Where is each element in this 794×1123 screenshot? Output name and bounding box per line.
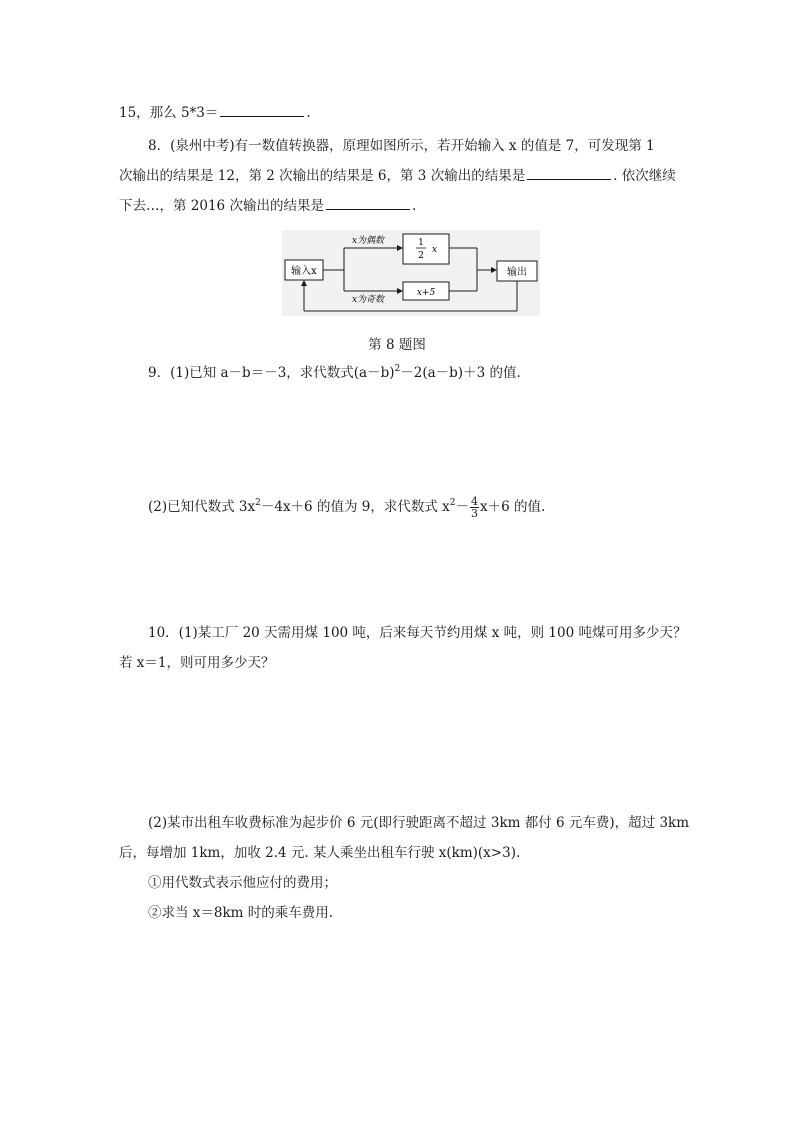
- input-label: 输入x: [291, 266, 317, 277]
- even-label: x为偶数: [351, 236, 385, 246]
- q10-item-2: ②求当 x＝8km 时的乘车费用.: [148, 905, 334, 921]
- q10-line-3: (2)某市出租车收费标准为起步价 6 元(即行驶距离不超过 3km 都付 6 元车费)，超过 3km: [148, 815, 690, 831]
- figure-caption: 第 8 题图: [368, 337, 426, 353]
- q10-line-2: 若 x＝1，则可用多少天？: [119, 655, 275, 671]
- output-label: 输出: [507, 267, 527, 278]
- half-denominator: 2: [418, 251, 424, 261]
- converter-diagram: [282, 230, 540, 316]
- q8-line-2: 次输出的结果是 12，第 2 次输出的结果是 6，第 3 次输出的结果是 . 依次继续: [119, 168, 676, 184]
- q10-line-4: 后，每增加 1km，加收 2.4 元. 某人乘坐出租车行驶 x(km)(x>3).: [119, 845, 521, 861]
- answer-blank[interactable]: [527, 167, 611, 180]
- answer-blank[interactable]: [220, 104, 304, 117]
- q8-line-1: 8．(泉州中考)有一数值转换器，原理如图所示，若开始输入 x 的值是 7，可发现第 1: [148, 138, 655, 154]
- half-variable: x: [432, 245, 438, 255]
- q10-item-1: ①用代数式表示他应付的费用；: [148, 875, 337, 891]
- odd-label: x为奇数: [351, 295, 385, 305]
- q7-answer-line: 15，那么 5*3＝ .: [119, 105, 311, 121]
- q9-part2: (2)已知代数式 $3x^2-4x+6$ 的值为 9，求代数式 $x^2-$ $\frac{4}{3}$ x＋6 的值.: [148, 495, 546, 520]
- answer-blank[interactable]: [326, 197, 410, 210]
- q9-part1: 9．(1)已知 a－b＝－3，求代数式$(a-b)^2-2(a-b)+3$ 的值.: [148, 364, 521, 381]
- q10-line-1: 10．(1)某工厂 20 天需用煤 100 吨，后来每天节约用煤 x 吨，则 100 吨煤可用多少天？: [148, 625, 687, 641]
- plus5-label: x+5: [416, 288, 436, 298]
- fraction-4-3: $\frac{4}{3}$: [470, 495, 478, 520]
- half-numerator: 1: [418, 238, 424, 248]
- half-box: [403, 234, 449, 264]
- q8-line-3: 下去…，第 2016 次输出的结果是 .: [119, 198, 417, 214]
